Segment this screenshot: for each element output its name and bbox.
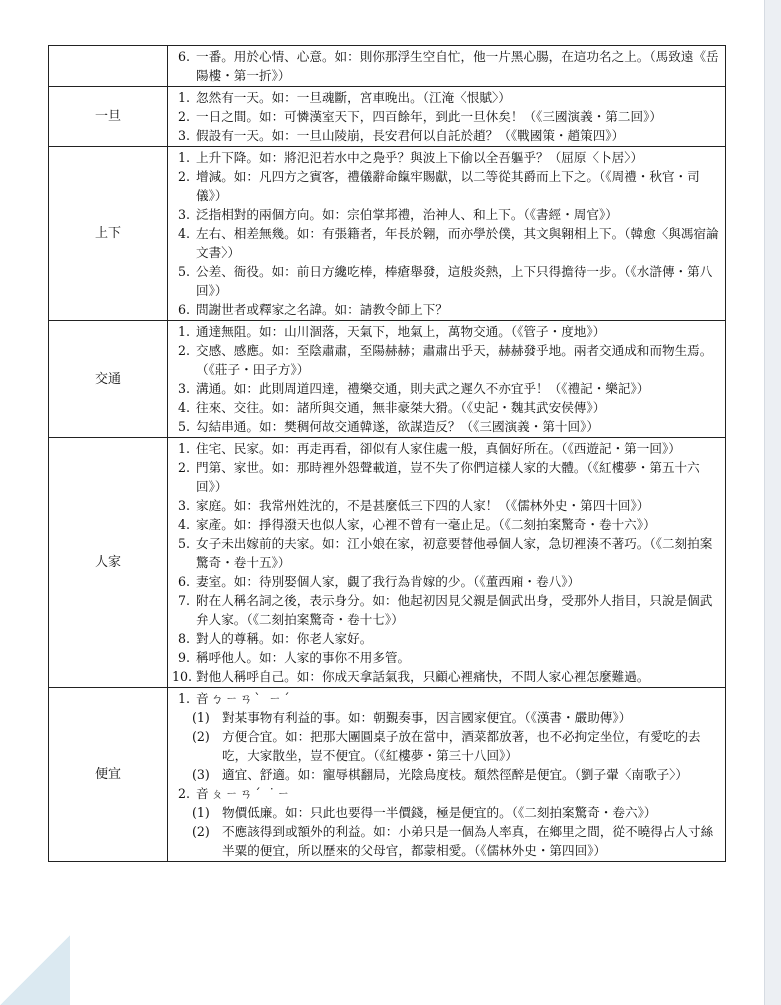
pronunciation-number: 1. bbox=[177, 691, 190, 706]
definition-number: 5. bbox=[177, 419, 190, 434]
entry-term: 人家 bbox=[49, 438, 168, 688]
sub-definition-number: (3) bbox=[192, 767, 210, 782]
definition-text: 家庭。如：我常州姓沈的，不是甚麼低三下四的人家！（《儒林外史・第四十回》） bbox=[196, 498, 650, 513]
definition-item bbox=[172, 534, 719, 572]
dictionary-table bbox=[48, 45, 726, 862]
pronunciation-item bbox=[172, 689, 719, 708]
definition-list bbox=[172, 689, 719, 860]
entry-row bbox=[49, 438, 726, 688]
sub-definition-number: (2) bbox=[192, 729, 210, 744]
entry-term: 便宜 bbox=[49, 688, 168, 862]
definition-list bbox=[172, 439, 719, 686]
definition-list bbox=[172, 322, 719, 436]
definition-text: 家產。如：掙得潑天也似人家，心裡不曾有一毫止足。（《二刻拍案驚奇・卷十六》） bbox=[196, 517, 656, 532]
pronunciation-item bbox=[172, 784, 719, 803]
definition-number: 3. bbox=[177, 381, 190, 396]
definition-number: 6. bbox=[177, 574, 190, 589]
definition-item bbox=[172, 515, 719, 534]
definition-item bbox=[172, 88, 719, 107]
definition-item bbox=[172, 322, 719, 341]
definition-item bbox=[172, 496, 719, 515]
definition-text: 溝通。如：此則周道四達，禮樂交通，則夫武之遲久不亦宜乎！（《禮記・樂記》） bbox=[196, 381, 650, 396]
definition-number: 3. bbox=[177, 128, 190, 143]
definition-text: 泛指相對的兩個方向。如：宗伯掌邦禮，治神人、和上下。（《書經・周官》） bbox=[196, 207, 618, 222]
entry-row bbox=[49, 688, 726, 862]
definition-item bbox=[172, 667, 719, 686]
definition-text: 上升下降。如：將氾氾若水中之鳧乎？與波上下偷以全吾軀乎？（屈原〈卜居〉） bbox=[196, 150, 644, 165]
definition-list bbox=[172, 88, 719, 145]
definition-text: 增減。如：凡四方之賓客，禮儀辭命餼牢賜獻，以二等從其爵而上下之。（《周禮・秋官・司儀》） bbox=[196, 169, 700, 203]
sub-definition-item bbox=[172, 803, 719, 822]
entry-term: 上下 bbox=[49, 147, 168, 321]
definition-number: 5. bbox=[177, 536, 190, 551]
definition-text: 妻室。如：待別娶個人家，覷了我行為肯嫁的少。（《董西廂・卷八》） bbox=[196, 574, 581, 589]
definition-text: 一日之間。如：可憐漢室天下，四百餘年，到此一旦休矣！（《三國演義・第二回》） bbox=[196, 109, 662, 124]
definition-text: 假設有一天。如：一旦山陵崩，長安君何以自託於趙？（《戰國策・趙策四》） bbox=[196, 128, 625, 143]
definition-item bbox=[172, 224, 719, 262]
definition-text: 左右、相差無幾。如：有張籍者，年長於翱，而亦學於僕，其文與翱相上下。（韓愈〈與馮宿論文書〉） bbox=[196, 226, 719, 260]
definition-number: 2. bbox=[177, 169, 190, 184]
sub-definition-text: 對某事物有利益的事。如：朝覲奏事，因言國家便宜。（《漢書・嚴助傳》） bbox=[222, 710, 632, 725]
definition-item bbox=[172, 107, 719, 126]
definition-number: 4. bbox=[177, 517, 190, 532]
definition-number: 5. bbox=[177, 264, 190, 279]
definition-number: 9. bbox=[177, 650, 190, 665]
definition-item bbox=[172, 648, 719, 667]
definition-text: 忽然有一天。如：一旦魂斷，宮車晚出。（江淹〈恨賦〉） bbox=[196, 90, 511, 105]
definition-item bbox=[172, 167, 719, 205]
definition-text: 稱呼他人。如：人家的事你不用多管。 bbox=[196, 650, 411, 665]
entry-row bbox=[49, 321, 726, 438]
definition-item bbox=[172, 262, 719, 300]
definition-list bbox=[172, 148, 719, 319]
definition-number: 2. bbox=[177, 109, 190, 124]
definition-text: 勾結串通。如：樊稠何故交通韓遂，欲謀造反？（《三國演義・第十回》） bbox=[196, 419, 599, 434]
sub-definition-text: 不應該得到或額外的利益。如：小弟只是一個為人率真，在鄉里之間，從不曉得占人寸絲半粟的便宜，所以歷來的父母官，都蒙相愛。（《儒林外史・第四回》） bbox=[222, 824, 714, 858]
definition-text: 通達無阻。如：山川涸落，天氣下，地氣上，萬物交通。（《管子・度地》） bbox=[196, 324, 606, 339]
definition-item bbox=[172, 341, 719, 379]
definition-item bbox=[172, 629, 719, 648]
definition-list bbox=[172, 47, 719, 85]
definition-item bbox=[172, 148, 719, 167]
sub-definition-number: (1) bbox=[192, 805, 210, 820]
sub-definition-item bbox=[172, 765, 719, 784]
definition-item bbox=[172, 458, 719, 496]
entry-definitions bbox=[168, 321, 726, 438]
definition-number: 1. bbox=[177, 90, 190, 105]
definition-number: 10. bbox=[172, 669, 193, 684]
definition-item bbox=[172, 300, 719, 319]
definition-text: 門第、家世。如：那時裡外怨聲載道，豈不失了你們這樣人家的大體。（《紅樓夢・第五十六回》） bbox=[196, 460, 700, 494]
window-right-edge bbox=[764, 0, 781, 1005]
definition-text: 交感、感應。如：至陰肅肅，至陽赫赫；肅肅出乎天，赫赫發乎地。兩者交通成和而物生焉。（《莊子・田子方》） bbox=[196, 343, 713, 377]
entry-definitions bbox=[168, 147, 726, 321]
entry-row bbox=[49, 147, 726, 321]
definition-number: 3. bbox=[177, 207, 190, 222]
definition-item bbox=[172, 572, 719, 591]
definition-item bbox=[172, 379, 719, 398]
entry-term: 一旦 bbox=[49, 87, 168, 147]
corner-decoration bbox=[0, 935, 70, 1005]
sub-definition-number: (1) bbox=[192, 710, 210, 725]
definition-number: 4. bbox=[177, 226, 190, 241]
entry-row bbox=[49, 87, 726, 147]
entry-term bbox=[49, 46, 168, 87]
definition-number: 6. bbox=[177, 49, 190, 64]
definition-number: 6. bbox=[177, 302, 190, 317]
definition-item bbox=[172, 205, 719, 224]
definition-number: 2. bbox=[177, 343, 190, 358]
definition-number: 2. bbox=[177, 460, 190, 475]
definition-text: 對他人稱呼自己。如：你成天拿話氣我，只顧心裡痛快，不問人家心裡怎麼難過。 bbox=[196, 669, 650, 684]
sub-definition-item bbox=[172, 708, 719, 727]
definition-text: 對人的尊稱。如：你老人家好。 bbox=[196, 631, 373, 646]
definition-text: 往來、交往。如：諸所與交通，無非豪桀大猾。（《史記・魏其武安侯傳》） bbox=[196, 400, 606, 415]
definition-text: 住宅、民家。如：再走再看，卻似有人家住處一般，真個好所在。（《西遊記・第一回》） bbox=[196, 441, 681, 456]
entry-definitions bbox=[168, 87, 726, 147]
definition-text: 問謝世者或釋家之名諱。如：請教令師上下？ bbox=[196, 302, 448, 317]
definition-number: 8. bbox=[177, 631, 190, 646]
sub-definition-item bbox=[172, 727, 719, 765]
entry-definitions bbox=[168, 438, 726, 688]
definition-number: 1. bbox=[177, 324, 190, 339]
entry-definitions bbox=[168, 46, 726, 87]
entry-definitions bbox=[168, 688, 726, 862]
definition-item bbox=[172, 591, 719, 629]
definition-item bbox=[172, 439, 719, 458]
sub-definition-item bbox=[172, 822, 719, 860]
definition-item bbox=[172, 126, 719, 145]
sub-definition-text: 物價低廉。如：只此也要得一半價錢，極是便宜的。（《二刻拍案驚奇・卷六》） bbox=[222, 805, 657, 820]
sub-definition-text: 方便合宜。如：把那大團圓桌子放在當中，酒菜都放著，也不必拘定坐位，有愛吃的去吃，大家散坐，豈不便宜。（《紅樓夢・第三十八回》） bbox=[222, 729, 701, 763]
definition-text: 女子未出嫁前的夫家。如：江小娘在家，初意要替他尋個人家，急切裡湊不著巧。（《二刻拍案驚奇・卷十五》） bbox=[196, 536, 713, 570]
definition-number: 7. bbox=[177, 593, 190, 608]
sub-definition-number: (2) bbox=[192, 824, 210, 839]
definition-text: 公差、衙役。如：前日方纔吃棒，棒瘡舉發，這般炎熱，上下只得擔待一步。（《水滸傳・第八回》） bbox=[196, 264, 713, 298]
pronunciation-text: 音ㄅㄧㄢˋ ㄧˊ bbox=[196, 691, 292, 706]
pronunciation-number: 2. bbox=[177, 786, 190, 801]
definition-number: 3. bbox=[177, 498, 190, 513]
definition-number: 1. bbox=[177, 150, 190, 165]
entry-row bbox=[49, 46, 726, 87]
definition-item bbox=[172, 417, 719, 436]
definition-text: 一番。用於心情、心意。如：則你那浮生空自忙，他一片黑心腸，在這功名之上。（馬致遠《岳陽樓・第一折》） bbox=[196, 49, 719, 83]
pronunciation-text: 音ㄆㄧㄢˊ ˙ㄧ bbox=[196, 786, 292, 801]
definition-item bbox=[172, 398, 719, 417]
entry-term: 交通 bbox=[49, 321, 168, 438]
sub-definition-text: 適宜、舒適。如：寵辱棋翻局，光陰鳥度枝。頹然徑醉是便宜。（劉子翬〈南歌子〉） bbox=[222, 767, 688, 782]
definition-item bbox=[172, 47, 719, 85]
definition-number: 4. bbox=[177, 400, 190, 415]
dictionary-table-body bbox=[49, 46, 726, 862]
definition-text: 附在人稱名詞之後，表示身分。如：他起初因見父親是個武出身，受那外人指目，只說是個武弁人家。（《二刻拍案驚奇・卷十七》） bbox=[196, 593, 713, 627]
definition-number: 1. bbox=[177, 441, 190, 456]
